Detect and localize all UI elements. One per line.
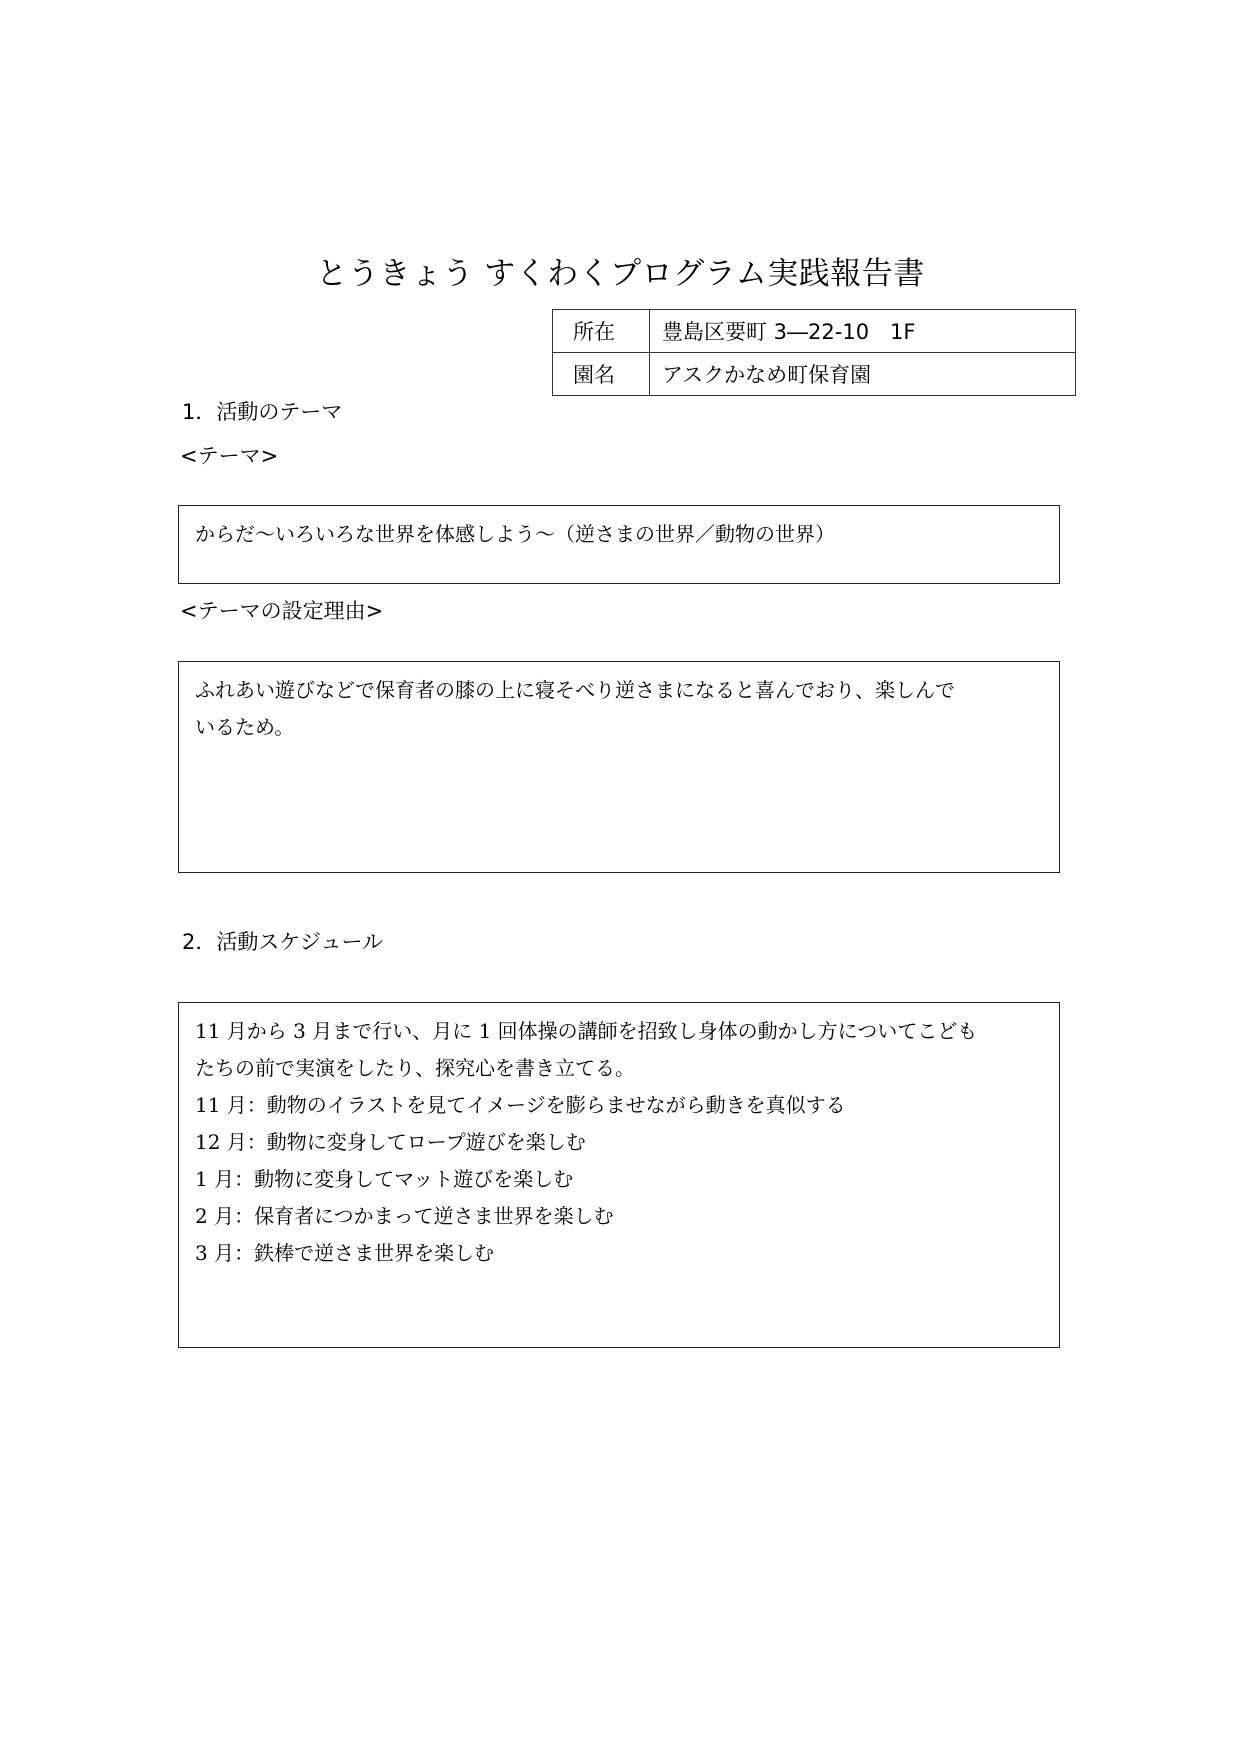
schedule-line: 11 月から 3 月まで行い、月に 1 回体操の講師を招致し身体の動かし方についてこども xyxy=(195,1019,978,1043)
theme-box xyxy=(178,505,1060,584)
facility-info-table xyxy=(552,309,1076,396)
section-2-heading: 2．活動スケジュール xyxy=(182,930,384,954)
theme-reason-label: <テーマの設定理由> xyxy=(180,599,384,623)
facility-name-value: アスクかなめ町保育園 xyxy=(650,353,1076,396)
schedule-line: たちの前で実演をしたり、探究心を書き立てる。 xyxy=(195,1056,635,1080)
theme-label: <テーマ> xyxy=(180,444,279,468)
section-1-heading: 1．活動のテーマ xyxy=(182,400,343,424)
schedule-line: 2 月：保育者につかまって逆さま世界を楽しむ xyxy=(195,1204,614,1228)
reason-line: いるため。 xyxy=(195,715,295,739)
reason-line: ふれあい遊びなどで保育者の膝の上に寝そべり逆さまになると喜んでおり、楽しんで xyxy=(195,678,955,702)
location-label: 所在 xyxy=(553,310,650,353)
schedule-line: 11 月：動物のイラストを見てイメージを膨らませながら動きを真似する xyxy=(195,1093,846,1117)
table-row xyxy=(553,353,1076,396)
location-value: 豊島区要町 3―22-10 1F xyxy=(650,310,1076,353)
table-row xyxy=(553,310,1076,353)
schedule-line: 12 月：動物に変身してロープ遊びを楽しむ xyxy=(195,1130,586,1154)
schedule-line: 3 月：鉄棒で逆さま世界を楽しむ xyxy=(195,1241,495,1265)
schedule-line: 1 月：動物に変身してマット遊びを楽しむ xyxy=(195,1167,574,1191)
schedule-box xyxy=(178,1002,1060,1348)
facility-name-label: 園名 xyxy=(553,353,650,396)
document-title: とうきょう すくわくプログラム実践報告書 xyxy=(316,256,925,292)
theme-text: からだ～いろいろな世界を体感しよう～（逆さまの世界／動物の世界） xyxy=(195,522,835,546)
theme-reason-box xyxy=(178,661,1060,873)
